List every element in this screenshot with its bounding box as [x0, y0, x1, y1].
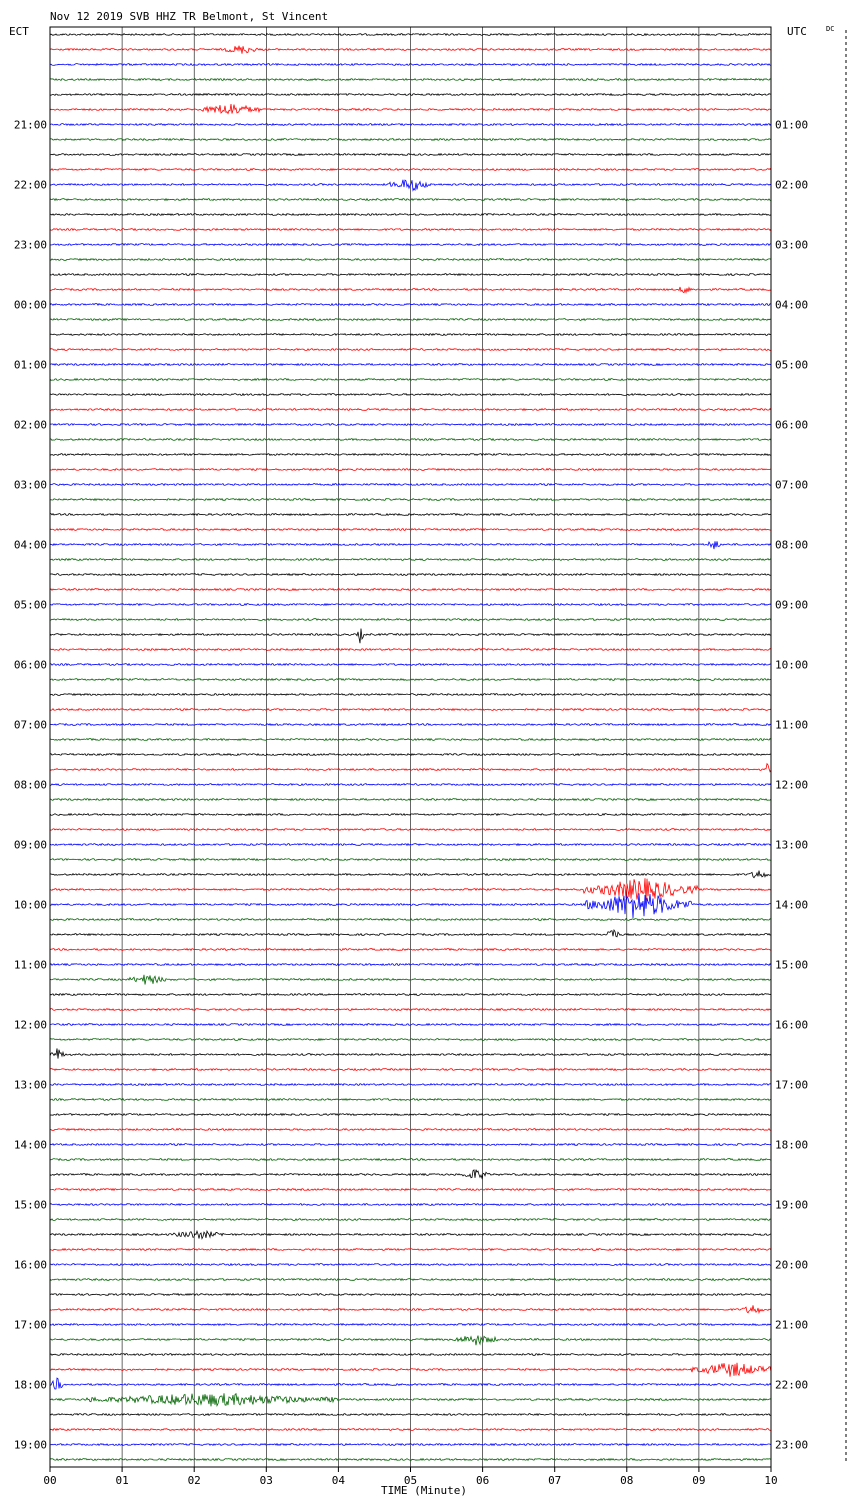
right-hour-label: 13:00: [775, 838, 809, 852]
x-tick-label: 09: [692, 1474, 706, 1487]
chart-title: Nov 12 2019 SVB HHZ TR Belmont, St Vincent: [50, 10, 329, 23]
minute-gridlines: [122, 27, 699, 1467]
x-tick-label: 01: [115, 1474, 129, 1487]
left-hour-label: 07:00: [13, 718, 47, 732]
right-hour-label: 21:00: [775, 1318, 809, 1332]
x-tick-label: 03: [259, 1474, 273, 1487]
left-hour-label: 23:00: [13, 238, 47, 252]
left-hour-label: 21:00: [13, 118, 47, 132]
right-hour-label: 01:00: [775, 118, 809, 132]
x-tick-label: 08: [620, 1474, 634, 1487]
left-hour-label: 03:00: [13, 478, 47, 492]
left-hour-label: 13:00: [13, 1078, 47, 1092]
dc-label: DC: [826, 25, 835, 33]
left-timezone-label: ECT: [9, 25, 29, 38]
right-hour-label: 17:00: [775, 1078, 809, 1092]
left-hour-label: 08:00: [13, 778, 47, 792]
left-hour-label: 02:00: [13, 418, 47, 432]
right-hour-label: 11:00: [775, 718, 809, 732]
left-hour-label: 18:00: [13, 1378, 47, 1392]
right-hour-label: 14:00: [775, 898, 809, 912]
right-timezone-label: UTC: [787, 25, 807, 38]
right-hour-label: 22:00: [775, 1378, 809, 1392]
left-hour-label: 22:00: [13, 178, 47, 192]
left-hour-label: 04:00: [13, 538, 47, 552]
right-hour-label: 09:00: [775, 598, 809, 612]
right-hour-label: 23:00: [775, 1438, 809, 1452]
left-hour-label: 01:00: [13, 358, 47, 372]
x-tick-label: 06: [475, 1474, 490, 1487]
x-tick-label: 00: [43, 1474, 57, 1487]
right-hour-label: 16:00: [775, 1018, 809, 1032]
left-hour-label: 16:00: [13, 1258, 47, 1272]
left-hour-label: 14:00: [13, 1138, 47, 1152]
right-hour-label: 10:00: [775, 658, 809, 672]
right-hour-label: 12:00: [775, 778, 809, 792]
right-hour-label: 19:00: [775, 1198, 809, 1212]
right-hour-label: 08:00: [775, 538, 809, 552]
x-axis-label: TIME (Minute): [380, 1484, 468, 1497]
right-hour-label: 05:00: [775, 358, 809, 372]
left-hour-label: 11:00: [13, 958, 47, 972]
right-hour-label: 07:00: [775, 478, 809, 492]
left-hour-label: 15:00: [13, 1198, 47, 1212]
x-tick-label: 07: [548, 1474, 562, 1487]
left-hour-label: 12:00: [13, 1018, 47, 1032]
left-hour-label: 05:00: [13, 598, 47, 612]
left-hour-label: 17:00: [13, 1318, 47, 1332]
x-tick-label: 10: [764, 1474, 778, 1487]
left-hour-label: 09:00: [13, 838, 47, 852]
left-hour-label: 00:00: [13, 298, 47, 312]
right-hour-label: 04:00: [775, 298, 809, 312]
right-hour-label: 06:00: [775, 418, 809, 432]
left-hour-label: 19:00: [13, 1438, 47, 1452]
x-tick-label: 02: [187, 1474, 201, 1487]
trace-23: [50, 379, 771, 381]
right-hour-label: 02:00: [775, 178, 809, 192]
right-hour-label: 20:00: [775, 1258, 809, 1272]
right-hour-label: 18:00: [775, 1138, 809, 1152]
left-hour-label: 06:00: [13, 658, 47, 672]
right-hour-label: 15:00: [775, 958, 809, 972]
right-hour-labels: [775, 119, 808, 1452]
right-hour-label: 03:00: [775, 238, 809, 252]
x-tick-label: 05: [403, 1474, 418, 1487]
trace-4: [50, 94, 771, 96]
x-tick-label: 04: [331, 1474, 346, 1487]
left-hour-labels: [14, 119, 47, 1452]
left-hour-label: 10:00: [13, 898, 47, 912]
